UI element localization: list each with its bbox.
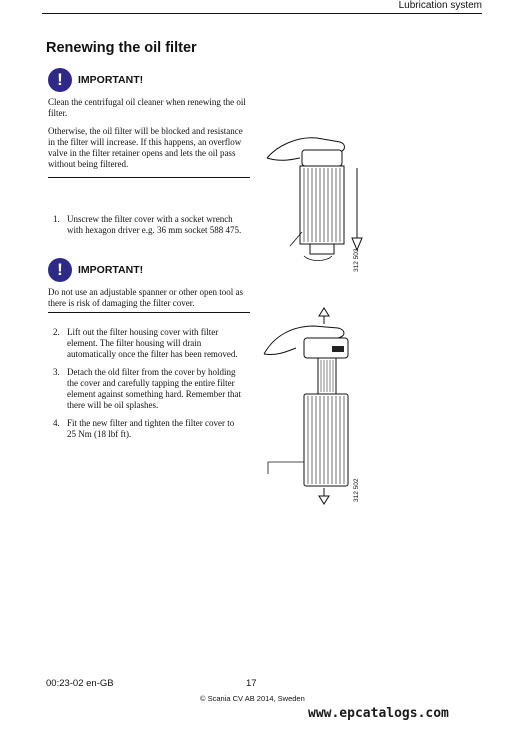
step-number: 2. bbox=[53, 327, 60, 337]
figure-id-2: 312 502 bbox=[353, 478, 360, 502]
important-label: IMPORTANT! bbox=[78, 74, 144, 86]
doc-code: 00:23-02 en-GB bbox=[46, 678, 114, 689]
important-text-2: Otherwise, the oil filter will be blocked and resistance in the filter will increase. If this happens, an overflow valve in the filter retainer opens and lets the oil pass without being filtered. bbox=[48, 126, 243, 169]
section-header: Lubrication system bbox=[398, 0, 482, 11]
divider bbox=[48, 177, 250, 178]
watermark: www.epcatalogs.com bbox=[308, 706, 449, 721]
step-text: Detach the old filter from the cover by holding the cover and carefully tapping the entire filter element against something hard. Remember that there will be oil splashes. bbox=[67, 367, 241, 410]
important-notice-2 bbox=[48, 258, 143, 282]
list-item bbox=[53, 214, 243, 236]
list-item bbox=[53, 327, 243, 360]
important-text-1: Clean the centrifugal oil cleaner when renewing the oil filter. bbox=[48, 97, 246, 118]
step-number: 1. bbox=[53, 214, 60, 224]
step-number: 3. bbox=[53, 367, 60, 377]
header-rule bbox=[42, 13, 482, 14]
step-text: Unscrew the filter cover with a socket wrench with hexagon driver e.g. 36 mm socket 588 475. bbox=[67, 214, 242, 235]
figure-lift-filter bbox=[262, 306, 372, 506]
important-text-3: Do not use an adjustable spanner or other open tool as there is risk of damaging the filter cover. bbox=[48, 287, 243, 308]
step-text: Lift out the filter housing cover with filter element. The filter housing will drain automatically once the filter has been removed. bbox=[67, 327, 238, 359]
step-number: 4. bbox=[53, 418, 60, 428]
page-number: 17 bbox=[246, 678, 257, 689]
page-title: Renewing the oil filter bbox=[46, 40, 197, 56]
exclamation-circle-icon: ! bbox=[48, 258, 72, 282]
important-notice-1 bbox=[48, 68, 143, 92]
figure-id-1: 312 503 bbox=[353, 248, 360, 272]
important-label: IMPORTANT! bbox=[78, 264, 144, 276]
list-item bbox=[53, 418, 243, 440]
step-text: Fit the new filter and tighten the filter cover to 25 Nm (18 lbf ft). bbox=[67, 418, 235, 439]
copyright: © Scania CV AB 2014, Sweden bbox=[200, 694, 305, 703]
exclamation-circle-icon: ! bbox=[48, 68, 72, 92]
steps-list-a bbox=[53, 214, 243, 243]
steps-list-b bbox=[53, 327, 243, 447]
divider bbox=[48, 312, 250, 313]
list-item bbox=[53, 367, 243, 411]
